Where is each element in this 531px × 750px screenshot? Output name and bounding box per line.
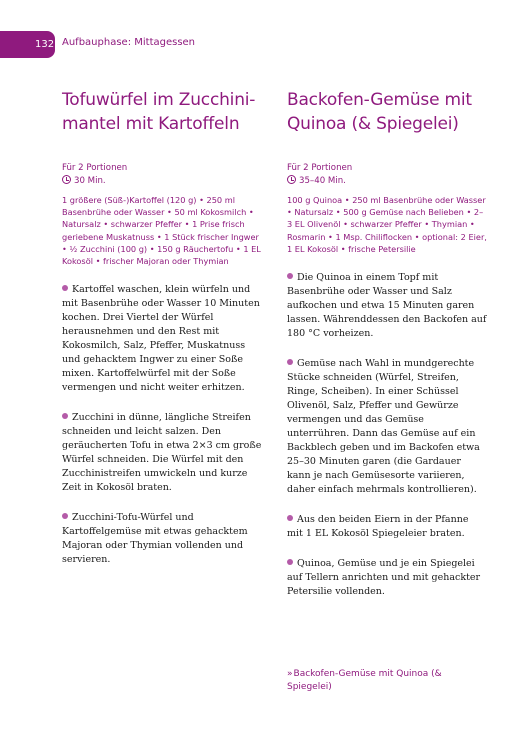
time-row bbox=[62, 175, 264, 188]
cross-reference-text: Backofen-Gemüse mit Quinoa (& Spiegelei) bbox=[287, 669, 442, 692]
clock-icon bbox=[287, 175, 296, 184]
steps bbox=[287, 271, 487, 599]
right-recipe bbox=[287, 88, 487, 615]
bullet-icon bbox=[287, 515, 293, 521]
step-text: Aus den beiden Eiern in der Pfanne mit 1 EL Kokosöl Spiegeleier braten. bbox=[287, 514, 469, 540]
servings: Für 2 Portionen bbox=[287, 163, 353, 173]
step-text: Gemüse nach Wahl in mundgerechte Stücke schneiden (Würfel, Streifen, Ringe, Scheiben). In einer Schüssel Olivenöl, Salz, Pfeffer und Gewürze vermengen und das Gemüse unterrühren. Dann das Gemüse auf ein Backblech geben und im Backofen etwa 25–30 Minuten garen (die Gardauer kann je nach Gemüsesorte variieren, daher einfach mehrmals kontrollieren). bbox=[287, 358, 480, 496]
section-title: Aufbauphase: Mittagessen bbox=[62, 37, 196, 48]
ingredients: 1 größere (Süß-)Kartoffel (120 g) • 250 ml Basenbrühe oder Wasser • 50 ml Kokosmilch • Natursalz • schwarzer Pfeffer • 1 Prise frisch geriebene Muskatnuss • 1 Stück frischer Ingwer • ½ Zucchini (100 g) • 150 g Räuchertofu • 1 EL Kokosöl • frischer Majoran oder Thymian bbox=[62, 195, 261, 267]
step-item bbox=[287, 557, 487, 599]
left-recipe bbox=[62, 88, 264, 583]
bullet-icon bbox=[287, 559, 293, 565]
recipe-title: Backofen-Gemüse mit Quinoa (& Spiegelei) bbox=[287, 90, 472, 134]
step-text: Quinoa, Gemüse und je ein Spiegelei auf Tellern anrichten und mit gehackter Petersilie vollenden. bbox=[287, 558, 481, 598]
prep-time: 30 Min. bbox=[74, 175, 106, 186]
step-item bbox=[62, 511, 264, 567]
time-row bbox=[287, 175, 487, 188]
bullet-icon bbox=[62, 413, 68, 419]
servings: Für 2 Portionen bbox=[62, 163, 128, 173]
bullet-icon bbox=[287, 359, 293, 365]
recipe-meta bbox=[62, 162, 264, 187]
recipe-title: Tofuwürfel im Zucchini-mantel mit Kartoffeln bbox=[62, 90, 256, 134]
bullet-icon bbox=[287, 273, 293, 279]
double-arrow-icon: » bbox=[287, 669, 293, 679]
steps bbox=[62, 283, 264, 567]
step-item bbox=[62, 283, 264, 395]
step-item bbox=[62, 411, 264, 495]
bullet-icon bbox=[62, 285, 68, 291]
recipe-meta bbox=[287, 162, 487, 187]
step-text: Kartoffel waschen, klein würfeln und mit Basenbrühe oder Wasser 10 Minuten kochen. Drei Viertel der Würfel herausnehmen und den Rest mit Kokosmilch, Salz, Pfeffer, Muskatnuss und gehacktem Ingwer zu einer Soße mixen. Kartoffelwürfel mit der Soße vermengen und nicht weiter erhitzen. bbox=[62, 284, 260, 394]
ingredients: 100 g Quinoa • 250 ml Basenbrühe oder Wasser • Natursalz • 500 g Gemüse nach Belieben • 2–3 EL Olivenöl • schwarzer Pfeffer • Thymian • Rosmarin • 1 Msp. Chiliflocken • optional: 2 Eier, 1 EL Kokosöl • frische Petersilie bbox=[287, 195, 487, 254]
page-number: 132 bbox=[35, 39, 55, 50]
step-item bbox=[287, 357, 487, 497]
bullet-icon bbox=[62, 513, 68, 519]
cross-reference-link[interactable] bbox=[287, 668, 487, 694]
prep-time: 35–40 Min. bbox=[299, 175, 346, 186]
step-text: Die Quinoa in einem Topf mit Basenbrühe oder Wasser und Salz aufkochen und etwa 15 Minuten garen lassen. Währenddessen den Backofen auf 180 °C vorheizen. bbox=[287, 272, 487, 340]
step-item bbox=[287, 513, 487, 541]
step-item bbox=[287, 271, 487, 341]
clock-icon bbox=[62, 175, 71, 184]
step-text: Zucchini in dünne, längliche Streifen schneiden und leicht salzen. Den geräucherten Tofu in etwa 2×3 cm große Würfel schneiden. Die Würfel mit den Zucchinistreifen umwickeln und kurze Zeit in Kokosöl braten. bbox=[62, 412, 262, 494]
step-text: Zucchini-Tofu-Würfel und Kartoffelgemüse mit etwas gehacktem Majoran oder Thymian vollenden und servieren. bbox=[62, 512, 248, 566]
